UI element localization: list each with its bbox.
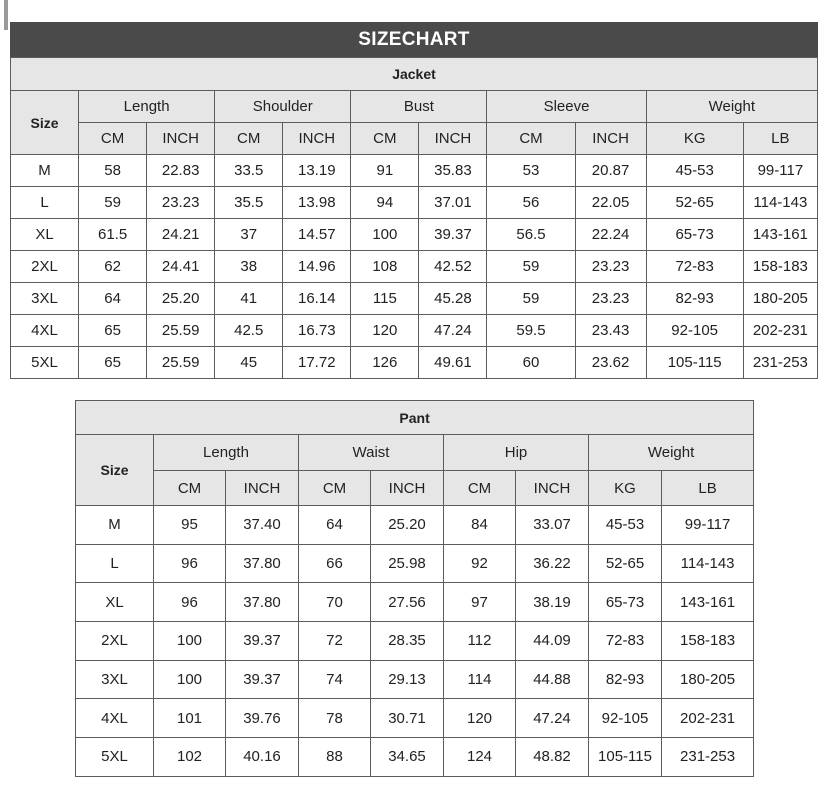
jacket-value-cell: 82-93 — [646, 283, 743, 315]
jacket-value-cell: 38 — [215, 251, 283, 283]
pant-value-cell: 114-143 — [662, 544, 754, 583]
pant-size-cell: L — [76, 544, 154, 583]
jacket-unit-header: CM — [351, 123, 419, 155]
jacket-value-cell: 59 — [487, 283, 575, 315]
jacket-value-cell: 202-231 — [743, 315, 817, 347]
jacket-table-title: Jacket — [11, 58, 818, 91]
jacket-unit-header: CM — [79, 123, 147, 155]
jacket-value-cell: 14.96 — [283, 251, 351, 283]
jacket-value-cell: 99-117 — [743, 155, 817, 187]
pant-value-cell: 105-115 — [589, 738, 662, 777]
pant-unit-header: INCH — [516, 471, 589, 506]
pant-value-cell: 40.16 — [226, 738, 299, 777]
jacket-value-cell: 22.83 — [147, 155, 215, 187]
pant-value-cell: 47.24 — [516, 699, 589, 738]
jacket-value-cell: 143-161 — [743, 219, 817, 251]
jacket-size-table — [10, 57, 818, 379]
pant-value-cell: 72-83 — [589, 622, 662, 661]
jacket-group-header: Weight — [646, 91, 817, 123]
jacket-value-cell: 126 — [351, 347, 419, 379]
jacket-value-cell: 45.28 — [419, 283, 487, 315]
pant-value-cell: 44.09 — [516, 622, 589, 661]
jacket-unit-header: INCH — [575, 123, 646, 155]
pant-value-cell: 30.71 — [371, 699, 444, 738]
pant-unit-header: LB — [662, 471, 754, 506]
pant-size-cell: 3XL — [76, 660, 154, 699]
pant-unit-header-row — [76, 471, 754, 506]
jacket-value-cell: 16.14 — [283, 283, 351, 315]
pant-value-cell: 100 — [154, 622, 226, 661]
jacket-value-cell: 35.5 — [215, 187, 283, 219]
pant-value-cell: 28.35 — [371, 622, 444, 661]
pant-value-cell: 25.20 — [371, 506, 444, 545]
pant-value-cell: 45-53 — [589, 506, 662, 545]
pant-title-row — [76, 401, 754, 435]
jacket-value-cell: 23.23 — [575, 283, 646, 315]
pant-value-cell: 78 — [299, 699, 371, 738]
pant-value-cell: 88 — [299, 738, 371, 777]
pant-value-cell: 72 — [299, 622, 371, 661]
pant-unit-header: KG — [589, 471, 662, 506]
pant-value-cell: 100 — [154, 660, 226, 699]
pant-value-cell: 39.76 — [226, 699, 299, 738]
pant-size-cell: XL — [76, 583, 154, 622]
pant-value-cell: 82-93 — [589, 660, 662, 699]
jacket-value-cell: 65 — [79, 315, 147, 347]
pant-size-cell: 5XL — [76, 738, 154, 777]
pant-value-cell: 84 — [444, 506, 516, 545]
jacket-unit-header: INCH — [419, 123, 487, 155]
jacket-value-cell: 42.5 — [215, 315, 283, 347]
pant-value-cell: 112 — [444, 622, 516, 661]
pant-value-cell: 120 — [444, 699, 516, 738]
pant-value-cell: 38.19 — [516, 583, 589, 622]
pant-value-cell: 37.40 — [226, 506, 299, 545]
jacket-value-cell: 23.23 — [575, 251, 646, 283]
pant-value-cell: 92-105 — [589, 699, 662, 738]
pant-unit-header: CM — [299, 471, 371, 506]
jacket-value-cell: 59 — [487, 251, 575, 283]
pant-unit-header: INCH — [226, 471, 299, 506]
jacket-value-cell: 59 — [79, 187, 147, 219]
pant-value-cell: 180-205 — [662, 660, 754, 699]
pant-value-cell: 52-65 — [589, 544, 662, 583]
pant-value-cell: 231-253 — [662, 738, 754, 777]
pant-size-table — [75, 400, 754, 777]
jacket-value-cell: 37 — [215, 219, 283, 251]
pant-table-title: Pant — [76, 401, 754, 435]
jacket-value-cell: 24.41 — [147, 251, 215, 283]
pant-value-cell: 34.65 — [371, 738, 444, 777]
pant-table-row — [76, 660, 754, 699]
jacket-value-cell: 45-53 — [646, 155, 743, 187]
jacket-value-cell: 22.24 — [575, 219, 646, 251]
jacket-value-cell: 60 — [487, 347, 575, 379]
jacket-value-cell: 25.59 — [147, 315, 215, 347]
jacket-size-cell: 3XL — [11, 283, 79, 315]
jacket-value-cell: 47.24 — [419, 315, 487, 347]
banner-title: SIZECHART — [358, 28, 470, 50]
jacket-size-cell: XL — [11, 219, 79, 251]
jacket-value-cell: 120 — [351, 315, 419, 347]
pant-value-cell: 143-161 — [662, 583, 754, 622]
jacket-value-cell: 59.5 — [487, 315, 575, 347]
jacket-table-row — [11, 187, 818, 219]
pant-value-cell: 36.22 — [516, 544, 589, 583]
jacket-size-cell: 4XL — [11, 315, 79, 347]
jacket-value-cell: 61.5 — [79, 219, 147, 251]
jacket-unit-header: INCH — [283, 123, 351, 155]
jacket-value-cell: 25.59 — [147, 347, 215, 379]
jacket-value-cell: 64 — [79, 283, 147, 315]
jacket-value-cell: 49.61 — [419, 347, 487, 379]
jacket-value-cell: 35.83 — [419, 155, 487, 187]
pant-group-header: Weight — [589, 435, 754, 471]
jacket-value-cell: 16.73 — [283, 315, 351, 347]
pant-table-row — [76, 583, 754, 622]
pant-value-cell: 96 — [154, 544, 226, 583]
jacket-group-header: Bust — [351, 91, 487, 123]
jacket-group-header: Sleeve — [487, 91, 646, 123]
jacket-value-cell: 65 — [79, 347, 147, 379]
pant-value-cell: 97 — [444, 583, 516, 622]
pant-value-cell: 44.88 — [516, 660, 589, 699]
pant-value-cell: 99-117 — [662, 506, 754, 545]
jacket-table-row — [11, 347, 818, 379]
jacket-value-cell: 41 — [215, 283, 283, 315]
pant-value-cell: 33.07 — [516, 506, 589, 545]
pant-group-header-row — [76, 435, 754, 471]
jacket-unit-header: INCH — [147, 123, 215, 155]
pant-unit-header: CM — [154, 471, 226, 506]
jacket-unit-header: CM — [215, 123, 283, 155]
jacket-value-cell: 94 — [351, 187, 419, 219]
pant-group-header: Hip — [444, 435, 589, 471]
pant-value-cell: 124 — [444, 738, 516, 777]
jacket-value-cell: 158-183 — [743, 251, 817, 283]
jacket-value-cell: 24.21 — [147, 219, 215, 251]
jacket-value-cell: 115 — [351, 283, 419, 315]
jacket-value-cell: 180-205 — [743, 283, 817, 315]
pant-value-cell: 70 — [299, 583, 371, 622]
jacket-value-cell: 231-253 — [743, 347, 817, 379]
pant-value-cell: 29.13 — [371, 660, 444, 699]
pant-table-row — [76, 738, 754, 777]
jacket-value-cell: 23.43 — [575, 315, 646, 347]
jacket-value-cell: 22.05 — [575, 187, 646, 219]
jacket-value-cell: 72-83 — [646, 251, 743, 283]
jacket-value-cell: 25.20 — [147, 283, 215, 315]
pant-table-row — [76, 544, 754, 583]
jacket-value-cell: 37.01 — [419, 187, 487, 219]
jacket-table-row — [11, 219, 818, 251]
pant-value-cell: 96 — [154, 583, 226, 622]
jacket-value-cell: 33.5 — [215, 155, 283, 187]
jacket-value-cell: 56.5 — [487, 219, 575, 251]
jacket-value-cell: 53 — [487, 155, 575, 187]
pant-value-cell: 74 — [299, 660, 371, 699]
jacket-value-cell: 108 — [351, 251, 419, 283]
jacket-group-header: Shoulder — [215, 91, 351, 123]
jacket-unit-header: LB — [743, 123, 817, 155]
jacket-value-cell: 52-65 — [646, 187, 743, 219]
jacket-value-cell: 114-143 — [743, 187, 817, 219]
jacket-value-cell: 39.37 — [419, 219, 487, 251]
jacket-table-row — [11, 251, 818, 283]
pant-unit-header: INCH — [371, 471, 444, 506]
pant-table-row — [76, 506, 754, 545]
jacket-size-cell: L — [11, 187, 79, 219]
jacket-value-cell: 42.52 — [419, 251, 487, 283]
jacket-value-cell: 91 — [351, 155, 419, 187]
pant-size-cell: M — [76, 506, 154, 545]
jacket-value-cell: 23.23 — [147, 187, 215, 219]
jacket-group-header: Length — [79, 91, 215, 123]
size-chart-banner — [10, 22, 818, 57]
pant-value-cell: 95 — [154, 506, 226, 545]
jacket-value-cell: 13.19 — [283, 155, 351, 187]
jacket-value-cell: 45 — [215, 347, 283, 379]
pant-value-cell: 37.80 — [226, 583, 299, 622]
pant-size-cell: 2XL — [76, 622, 154, 661]
pant-value-cell: 92 — [444, 544, 516, 583]
jacket-table-row — [11, 155, 818, 187]
jacket-value-cell: 65-73 — [646, 219, 743, 251]
jacket-size-cell: 5XL — [11, 347, 79, 379]
jacket-value-cell: 92-105 — [646, 315, 743, 347]
jacket-value-cell: 14.57 — [283, 219, 351, 251]
pant-value-cell: 202-231 — [662, 699, 754, 738]
pant-group-header: Waist — [299, 435, 444, 471]
pant-value-cell: 158-183 — [662, 622, 754, 661]
jacket-title-row — [11, 58, 818, 91]
pant-value-cell: 48.82 — [516, 738, 589, 777]
jacket-unit-header: KG — [646, 123, 743, 155]
pant-group-header: Length — [154, 435, 299, 471]
jacket-unit-header-row — [11, 123, 818, 155]
jacket-value-cell: 17.72 — [283, 347, 351, 379]
pant-value-cell: 64 — [299, 506, 371, 545]
pant-size-header: Size — [76, 435, 154, 506]
jacket-value-cell: 100 — [351, 219, 419, 251]
pant-size-cell: 4XL — [76, 699, 154, 738]
jacket-value-cell: 20.87 — [575, 155, 646, 187]
jacket-value-cell: 23.62 — [575, 347, 646, 379]
pant-value-cell: 39.37 — [226, 622, 299, 661]
jacket-value-cell: 56 — [487, 187, 575, 219]
jacket-table-row — [11, 283, 818, 315]
jacket-size-cell: M — [11, 155, 79, 187]
jacket-group-header-row — [11, 91, 818, 123]
jacket-table-row — [11, 315, 818, 347]
pant-value-cell: 25.98 — [371, 544, 444, 583]
jacket-size-header: Size — [11, 91, 79, 155]
jacket-size-cell: 2XL — [11, 251, 79, 283]
pant-table-row — [76, 622, 754, 661]
pant-value-cell: 66 — [299, 544, 371, 583]
pant-value-cell: 114 — [444, 660, 516, 699]
pant-value-cell: 101 — [154, 699, 226, 738]
jacket-value-cell: 13.98 — [283, 187, 351, 219]
pant-value-cell: 102 — [154, 738, 226, 777]
jacket-unit-header: CM — [487, 123, 575, 155]
pant-value-cell: 37.80 — [226, 544, 299, 583]
pant-value-cell: 27.56 — [371, 583, 444, 622]
pant-table-row — [76, 699, 754, 738]
jacket-value-cell: 105-115 — [646, 347, 743, 379]
corner-mark — [4, 0, 8, 30]
pant-value-cell: 39.37 — [226, 660, 299, 699]
jacket-value-cell: 62 — [79, 251, 147, 283]
pant-value-cell: 65-73 — [589, 583, 662, 622]
pant-unit-header: CM — [444, 471, 516, 506]
jacket-value-cell: 58 — [79, 155, 147, 187]
